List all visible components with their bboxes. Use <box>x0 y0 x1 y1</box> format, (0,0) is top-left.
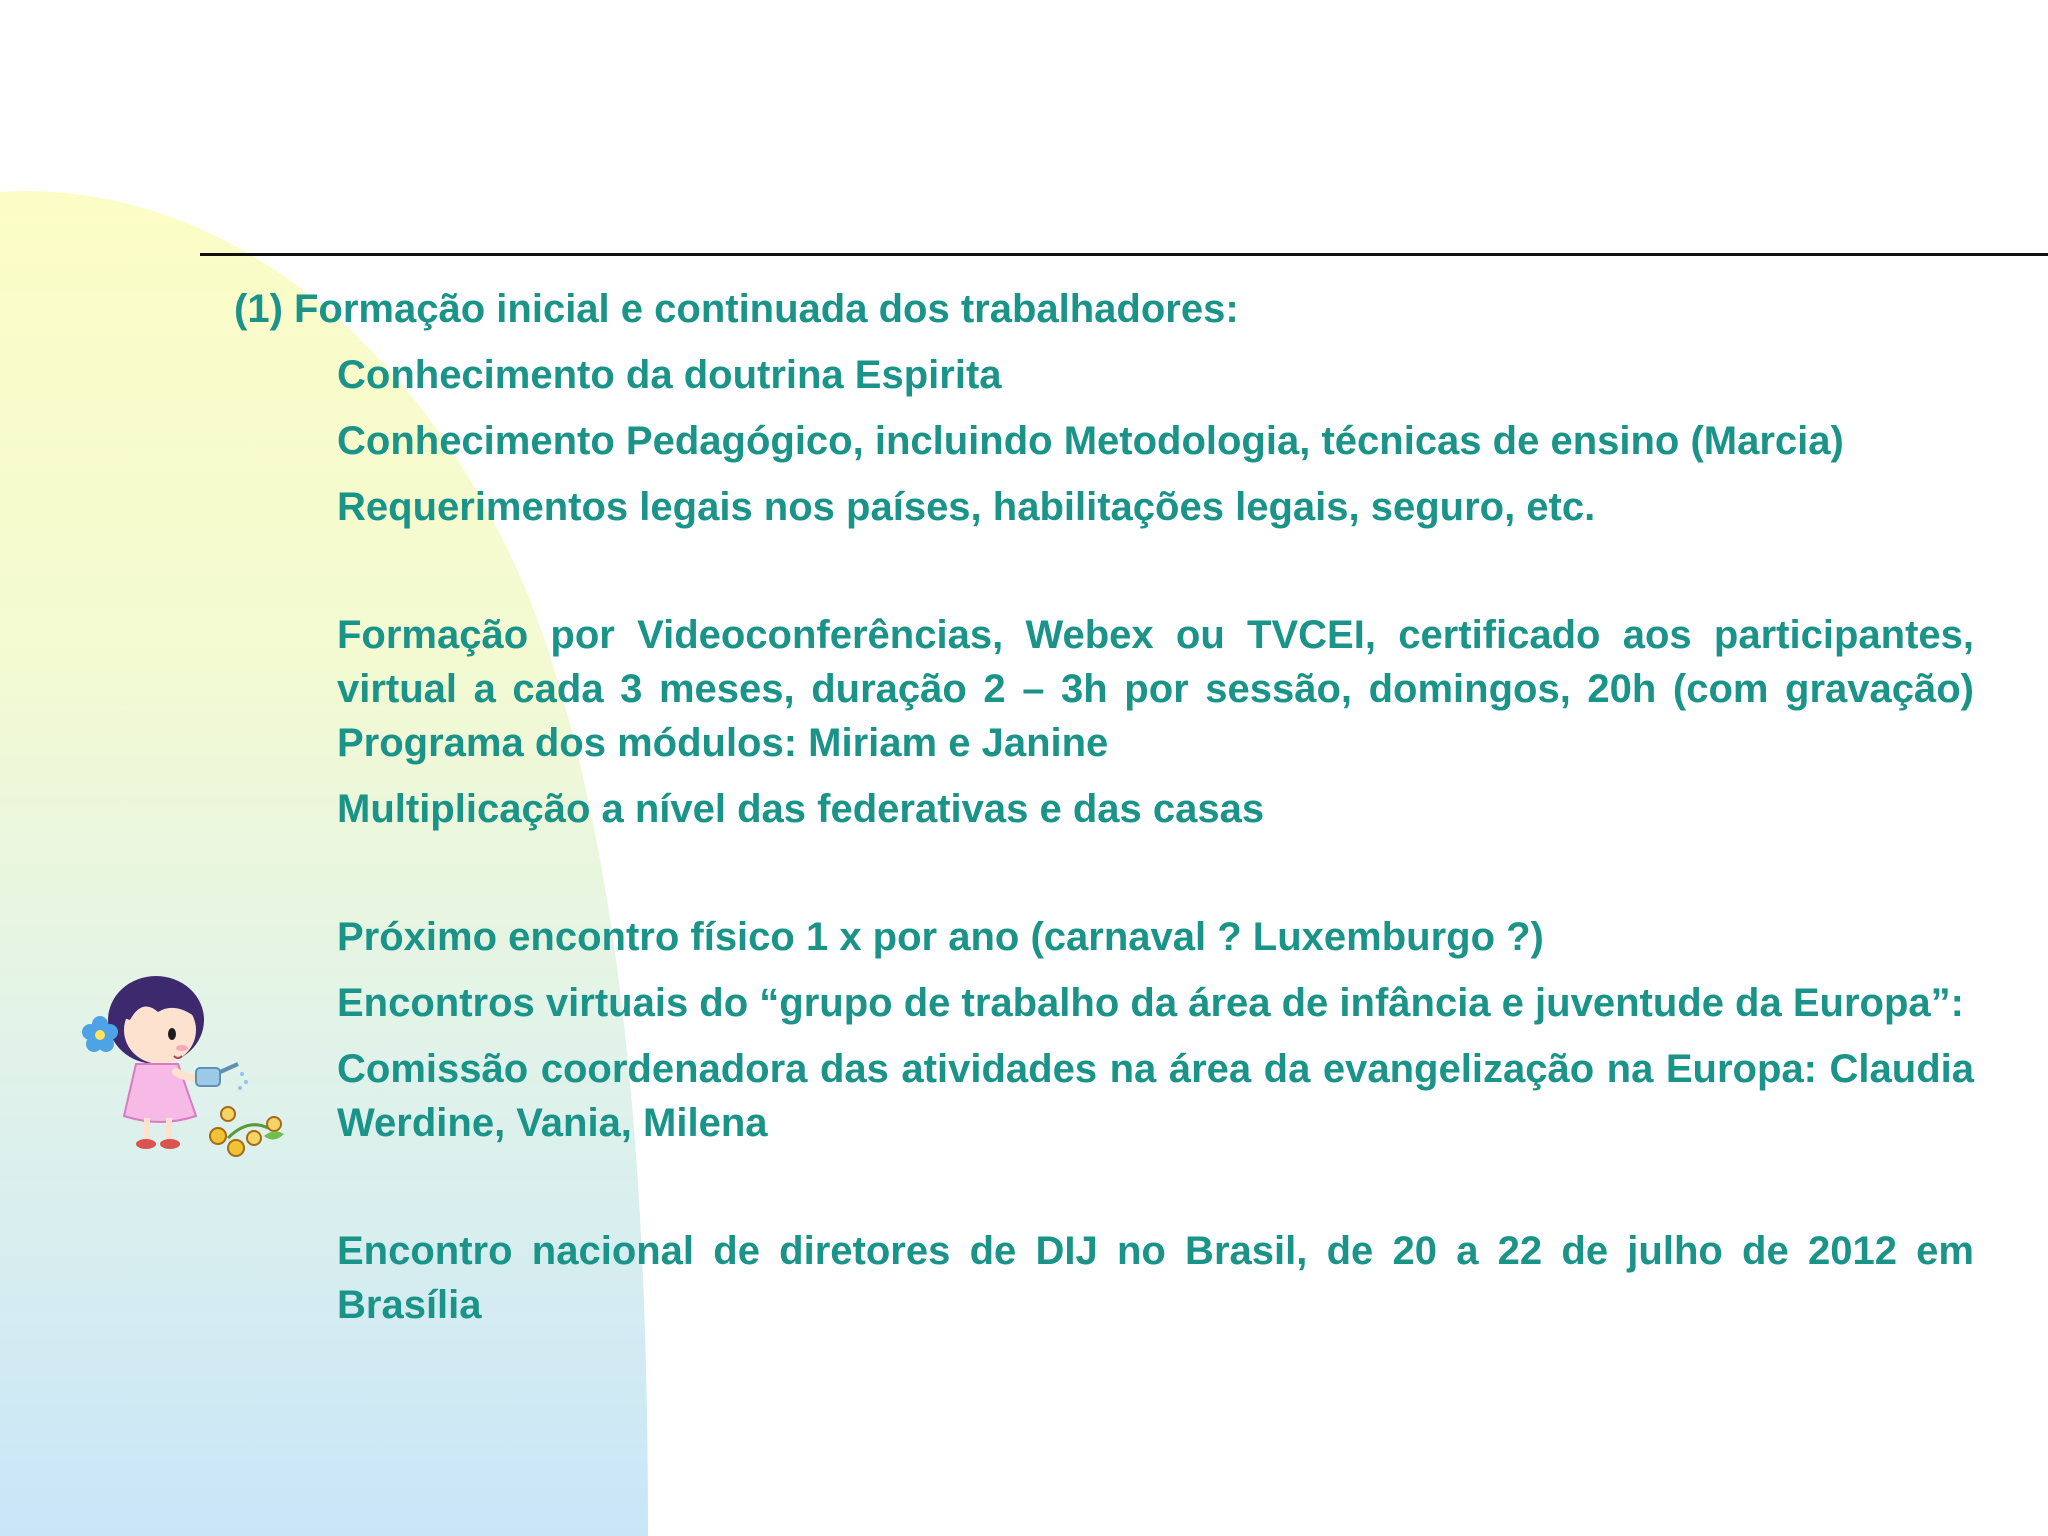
bullet-videoconference-training: Formação por Videoconferências, Webex ou TVCEI, certificado aos participantes, virtual a cada 3 meses, duração 2 – 3h por sessão, domingos, 20h (com gravação) Programa dos módulos: Miriam e Janine <box>337 613 1974 765</box>
girl-watering-flowers-illustration <box>78 968 300 1160</box>
section-heading: (1) Formação inicial e continuada dos trabalhadores: <box>234 287 1239 331</box>
bullet-coordination-committee: Comissão coordenadora das atividades na área da evangelização na Europa: Claudia Werdine, Vania, Milena <box>337 1047 1974 1145</box>
bullet-doctrine: Conhecimento da doutrina Espirita <box>337 353 1002 397</box>
bullet-virtual-meetings: Encontros virtuais do “grupo de trabalho da área de infância e juventude da Europa”: <box>337 981 1964 1025</box>
bullet-next-meeting: Próximo encontro físico 1 x por ano (carnaval ? Luxemburgo ?) <box>337 915 1544 959</box>
bullet-national-meeting: Encontro nacional de diretores de DIJ no Brasil, de 20 a 22 de julho de 2012 em Brasília <box>337 1229 1974 1327</box>
bullet-legal-requirements: Requerimentos legais nos países, habilitações legais, seguro, etc. <box>337 485 1596 529</box>
title-divider-line <box>200 253 2048 256</box>
slide-body <box>234 282 1974 1344</box>
spacer <box>234 1162 1974 1224</box>
bullet-multiplication: Multiplicação a nível das federativas e das casas <box>337 787 1265 831</box>
spacer <box>234 848 1974 910</box>
spacer <box>234 546 1974 608</box>
bullet-pedagogy: Conhecimento Pedagógico, incluindo Metodologia, técnicas de ensino (Marcia) <box>337 419 1844 463</box>
